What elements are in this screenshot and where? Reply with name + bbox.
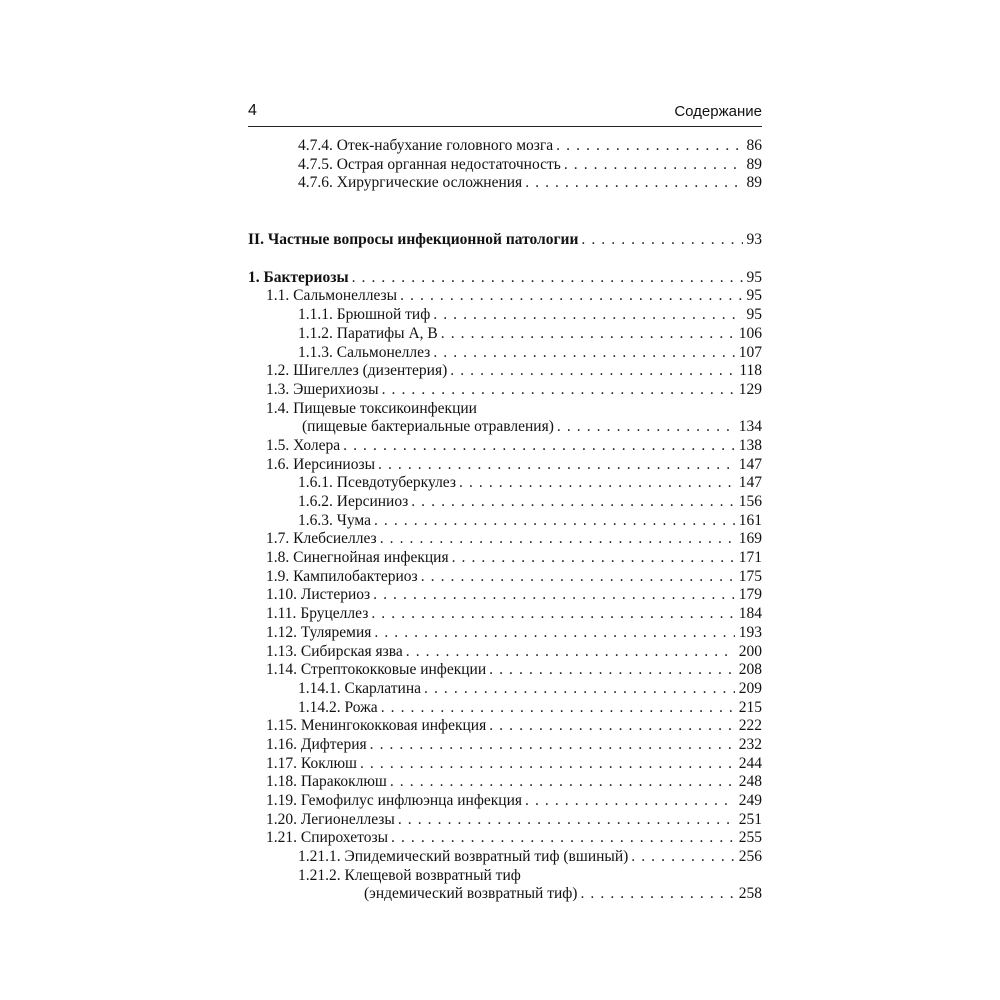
toc-entry-page: 89 [746,155,762,173]
toc-entry [248,717,762,736]
toc-entry [248,736,762,755]
running-header [248,102,762,127]
leader-dots [406,643,735,662]
leader-dots [489,717,735,736]
leader-dots [400,287,742,306]
toc-entry-page: 156 [738,493,762,510]
toc-entry-page: 95 [746,306,762,324]
leader-dots [343,437,735,456]
toc-entry-page: 147 [738,455,762,473]
leader-dots [459,474,735,493]
toc-entry-page: 258 [738,885,762,903]
leader-dots [370,736,735,755]
toc-entry [248,699,762,718]
toc-entry-page: 129 [738,380,762,398]
toc-part-title: II. Частные вопросы инфекционной патологии [248,231,579,249]
leader-dots [424,680,735,699]
leader-dots [564,156,743,175]
toc-entry-title: 1.21. Спирохетозы [266,829,389,847]
leader-dots [433,306,742,325]
toc-entry-page: 244 [738,754,762,772]
toc-entry [248,156,762,175]
toc-entry-page: 95 [746,287,762,305]
toc-entry-title: 1.4. Пищевые токсикоинфекции [266,399,477,417]
toc-entry [248,568,762,587]
toc-entry [248,530,762,549]
leader-dots [556,137,742,156]
toc-entry-title: 1.16. Дифтерия [266,735,367,753]
toc-entry [248,493,762,512]
toc-entry [248,549,762,568]
toc-entry-title: 4.7.4. Отек-набухание головного мозга [298,137,554,154]
toc-entry [248,474,762,493]
toc-entry-page: 248 [738,773,762,791]
toc-entry [248,848,762,867]
toc-entry-title: 1.12. Туляремия [266,623,372,641]
toc-entry-title: 1.7. Клебсиеллез [266,530,377,548]
toc-entry-title: 1.1.3. Сальмонеллез [298,343,431,361]
toc-entry [248,287,762,306]
leader-dots [374,624,734,643]
toc-entry-title: 1.3. Эшерихиозы [266,380,379,398]
toc-entry-continuation [248,885,762,904]
toc-entry-page: 200 [738,642,762,660]
toc-entry [248,661,762,680]
toc-entry-title: 1.1.1. Брюшной тиф [298,306,431,324]
toc-entry-title: 1.1.2. Паратифы А, В [298,324,438,342]
toc-entry-title: 1.1. Сальмонеллезы [266,287,398,305]
toc-entry-page: 255 [738,829,762,847]
leader-dots [525,174,742,193]
toc-entry-page: 161 [738,511,762,529]
leader-dots [371,605,734,624]
toc-entry-page: 106 [738,324,762,342]
leader-dots [381,699,735,718]
leader-dots [580,885,734,904]
leader-dots [433,344,734,363]
toc-entry-title: 1.14.2. Рожа [298,698,378,716]
toc-entry-title: 1.6.3. Чума [298,511,371,529]
toc-entry [248,456,762,475]
toc-entry-page: 249 [738,792,762,809]
toc-entry-title: 4.7.6. Хирургические осложнения [298,174,523,192]
toc-entry-page: 209 [738,679,762,697]
toc-entry-title: 1.6.1. Псевдотуберкулез [298,474,456,492]
leader-dots [581,231,742,250]
toc-entry-page: 171 [738,549,762,567]
toc-entry-title: 1.11. Бруцеллез [266,605,369,623]
leader-dots [489,661,735,680]
toc-entry-page: 107 [738,343,762,361]
toc-entry-title: 1.19. Гемофилус инфлюэнца инфекция [266,792,522,809]
toc-entry [248,400,762,419]
toc-entry-title: 1.2. Шигеллез (дизентерия) [266,362,448,380]
toc-entry [248,811,762,830]
toc-entry [248,344,762,363]
toc-entry-page: 138 [738,436,762,454]
leader-dots [450,362,735,381]
leader-dots [390,773,735,792]
toc-entry [248,325,762,344]
leader-dots [373,586,735,605]
toc-entry-title-continuation: (пищевые бактериальные отравления) [302,418,554,436]
toc-entry-continuation [248,418,762,437]
toc-entry [248,137,762,156]
toc-entry-page: 256 [738,848,762,866]
toc-entry-title: 1.21.1. Эпидемический возвратный тиф (вшиный) [298,848,629,866]
toc-entry-page: 147 [738,474,762,492]
leader-dots [398,811,735,830]
toc-entry-page: 175 [738,567,762,585]
leader-dots [352,269,743,288]
toc-entry [248,624,762,643]
toc-entry [248,680,762,699]
toc-entry-title: 1.14.1. Скарлатина [298,679,422,697]
toc-entry-title: 1.17. Коклюш [266,754,357,772]
toc-entry-page: 251 [738,810,762,828]
table-of-contents [248,137,762,904]
toc-entry-page: 215 [738,698,762,716]
toc-chapter-heading [248,269,762,288]
leader-dots [411,493,735,512]
toc-entry-title: 1.21.2. Клещевой возвратный тиф [298,866,521,884]
toc-entry [248,867,762,886]
toc-entry-title: 1.6.2. Иерсиниоз [298,493,409,510]
toc-entry [248,829,762,848]
toc-entry [248,437,762,456]
toc-entry [248,362,762,381]
toc-entry [248,792,762,811]
toc-entry [248,755,762,774]
toc-entry-page: 169 [738,530,762,548]
leader-dots [441,325,735,344]
toc-chapter-page: 95 [746,268,762,286]
toc-entry [248,381,762,400]
leader-dots [382,381,735,400]
toc-entry-title: 1.8. Синегнойная инфекция [266,549,449,567]
toc-entry-title-continuation: (эндемический возвратный тиф) [364,885,578,903]
toc-entry-page: 179 [738,586,762,604]
toc-entry-title: 1.13. Сибирская язва [266,642,403,660]
toc-entry-title: 1.5. Холера [266,436,341,454]
toc-part-heading [248,231,762,250]
toc-entry-title: 4.7.5. Острая органная недостаточность [298,155,561,173]
leader-dots [631,848,734,867]
toc-entry [248,306,762,325]
toc-entry [248,605,762,624]
toc-entry-page: 86 [746,137,762,154]
toc-entry [248,773,762,792]
leader-dots [391,829,735,848]
page-number: 4 [248,102,257,119]
toc-entry [248,586,762,605]
toc-entry-title: 1.15. Менингококковая инфекция [266,717,487,735]
toc-entry-page: 89 [746,174,762,192]
leader-dots [374,512,735,531]
toc-entry-page: 208 [738,661,762,679]
leader-dots [378,456,735,475]
toc-entry [248,643,762,662]
toc-entry-page: 118 [739,362,762,380]
toc-part-page: 93 [746,231,762,249]
toc-entry-title: 1.9. Кампилобактериоз [266,567,418,585]
toc-entry-title: 1.10. Листериоз [266,586,371,604]
leader-dots [557,418,735,437]
toc-entry-title: 1.18. Паракоклюш [266,773,387,791]
toc-chapter-title: 1. Бактериозы [248,268,349,286]
toc-entry-page: 193 [738,623,762,641]
toc-entry [248,174,762,193]
running-title: Содержание [674,103,762,120]
toc-entry-title: 1.6. Иерсиниозы [266,455,375,473]
leader-dots [525,792,735,811]
leader-dots [452,549,735,568]
toc-entry-page: 222 [738,717,762,735]
toc-entry-title: 1.20. Легионеллезы [266,810,395,828]
leader-dots [360,755,735,774]
leader-dots [421,568,735,587]
toc-entry-page: 184 [738,605,762,623]
leader-dots [380,530,735,549]
toc-entry-page: 134 [738,418,762,436]
toc-entry [248,512,762,531]
toc-entry-title: 1.14. Стрептококковые инфекции [266,661,487,679]
toc-entry-page: 232 [738,735,762,753]
